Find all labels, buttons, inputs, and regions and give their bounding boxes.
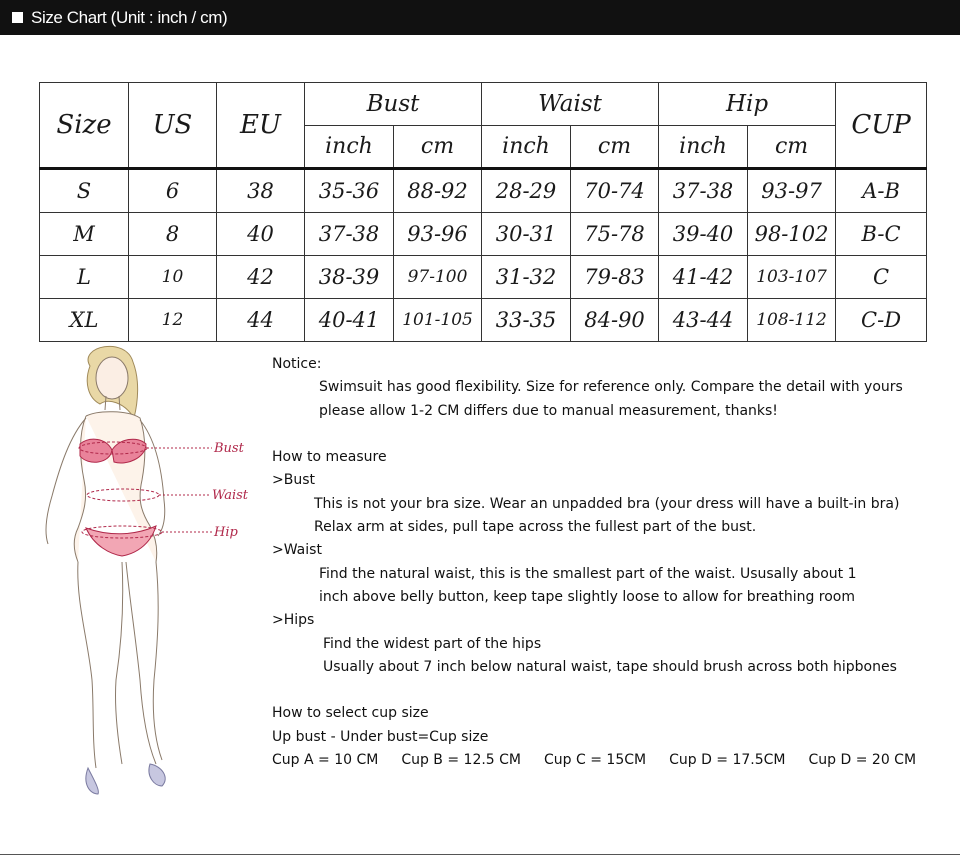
hip-label: Hip (214, 525, 238, 540)
table-cell: 42 (217, 256, 305, 299)
table-cell: C (836, 256, 927, 299)
table-cell: 6 (129, 169, 217, 213)
table-cell: 88-92 (394, 169, 482, 213)
table-cell: 8 (129, 213, 217, 256)
cup-size-title: How to select cup size (272, 705, 429, 722)
notice-title: Notice: (272, 356, 322, 372)
table-cell: 40-41 (305, 299, 394, 342)
header-bust-cm: cm (394, 126, 482, 169)
square-bullet-icon (12, 12, 23, 23)
measurement-notes (272, 353, 952, 772)
header-bar (0, 0, 960, 35)
cup-size-formula: Up bust - Under bust=Cup size (272, 728, 489, 745)
table-cell: B-C (836, 213, 927, 256)
table-cell: 41-42 (659, 256, 748, 299)
table-cell: 38-39 (305, 256, 394, 299)
table-cell: 101-105 (394, 299, 482, 342)
cup-size-item: Cup C = 15CM (544, 752, 647, 769)
table-row (40, 299, 927, 342)
size-chart-table (39, 82, 927, 342)
cup-size-item: Cup D = 17.5CM (669, 752, 786, 769)
table-cell: XL (40, 299, 129, 342)
table-cell: C-D (836, 299, 927, 342)
table-cell: 39-40 (659, 213, 748, 256)
table-cell: 37-38 (659, 169, 748, 213)
table-cell: 79-83 (571, 256, 659, 299)
bust-title: >Bust (272, 472, 315, 489)
hips-line: Find the widest part of the hips (323, 635, 542, 652)
header-cup: CUP (836, 83, 927, 169)
header-bust: Bust (305, 83, 482, 126)
table-cell: 12 (129, 299, 217, 342)
table-cell: 70-74 (571, 169, 659, 213)
table-cell: 108-112 (748, 299, 836, 342)
hips-title: >Hips (272, 612, 315, 629)
table-row (40, 169, 927, 213)
header-hip-cm: cm (748, 126, 836, 169)
table-cell: 31-32 (482, 256, 571, 299)
header-bust-inch: inch (305, 126, 394, 169)
page-title: Size Chart (Unit : inch / cm) (31, 7, 228, 27)
table-cell: 30-31 (482, 213, 571, 256)
bust-label: Bust (214, 441, 244, 456)
table-cell: 103-107 (748, 256, 836, 299)
header-us: US (129, 83, 217, 169)
hips-line: Usually about 7 inch below natural waist, tape should brush across both hipbones (323, 658, 897, 675)
table-cell: 28-29 (482, 169, 571, 213)
how-to-measure-title: How to measure (272, 449, 387, 466)
body-measurement-illustration (38, 340, 263, 800)
notice-line: Swimsuit has good flexibility. Size for reference only. Compare the detail with yours (319, 379, 903, 396)
header-hip-inch: inch (659, 126, 748, 169)
table-row (40, 213, 927, 256)
cup-size-item: Cup A = 10 CM (272, 752, 379, 769)
bottom-divider (0, 854, 960, 855)
waist-line: inch above belly button, keep tape slightly loose to allow for breathing room (319, 588, 856, 605)
table-cell: 75-78 (571, 213, 659, 256)
table-cell: 98-102 (748, 213, 836, 256)
header-waist-cm: cm (571, 126, 659, 169)
table-cell: L (40, 256, 129, 299)
table-cell: 93-97 (748, 169, 836, 213)
table-cell: 93-96 (394, 213, 482, 256)
table-cell: A-B (836, 169, 927, 213)
header-hip: Hip (659, 83, 836, 126)
table-cell: 43-44 (659, 299, 748, 342)
cup-size-item: Cup D = 20 CM (808, 752, 917, 769)
table-cell: 37-38 (305, 213, 394, 256)
table-cell: M (40, 213, 129, 256)
table-cell: 10 (129, 256, 217, 299)
table-cell: 35-36 (305, 169, 394, 213)
table-cell: 84-90 (571, 299, 659, 342)
waist-line: Find the natural waist, this is the smallest part of the waist. Ususally about 1 (319, 565, 857, 582)
notice-line: please allow 1-2 CM differs due to manual measurement, thanks! (319, 402, 778, 419)
header-waist: Waist (482, 83, 659, 126)
table-cell: 44 (217, 299, 305, 342)
table-cell: 40 (217, 213, 305, 256)
table-cell: 33-35 (482, 299, 571, 342)
cup-size-item: Cup B = 12.5 CM (401, 752, 522, 769)
header-size: Size (40, 83, 129, 169)
waist-label: Waist (212, 488, 249, 503)
table-cell: 38 (217, 169, 305, 213)
waist-title: >Waist (272, 542, 322, 559)
cup-size-list (272, 749, 952, 772)
table-row (40, 256, 927, 299)
header-waist-inch: inch (482, 126, 571, 169)
table-cell: 97-100 (394, 256, 482, 299)
bust-line: Relax arm at sides, pull tape across the fullest part of the bust. (314, 519, 757, 536)
bust-line: This is not your bra size. Wear an unpadded bra (your dress will have a built-in bra) (314, 495, 900, 512)
table-cell: S (40, 169, 129, 213)
header-eu: EU (217, 83, 305, 169)
